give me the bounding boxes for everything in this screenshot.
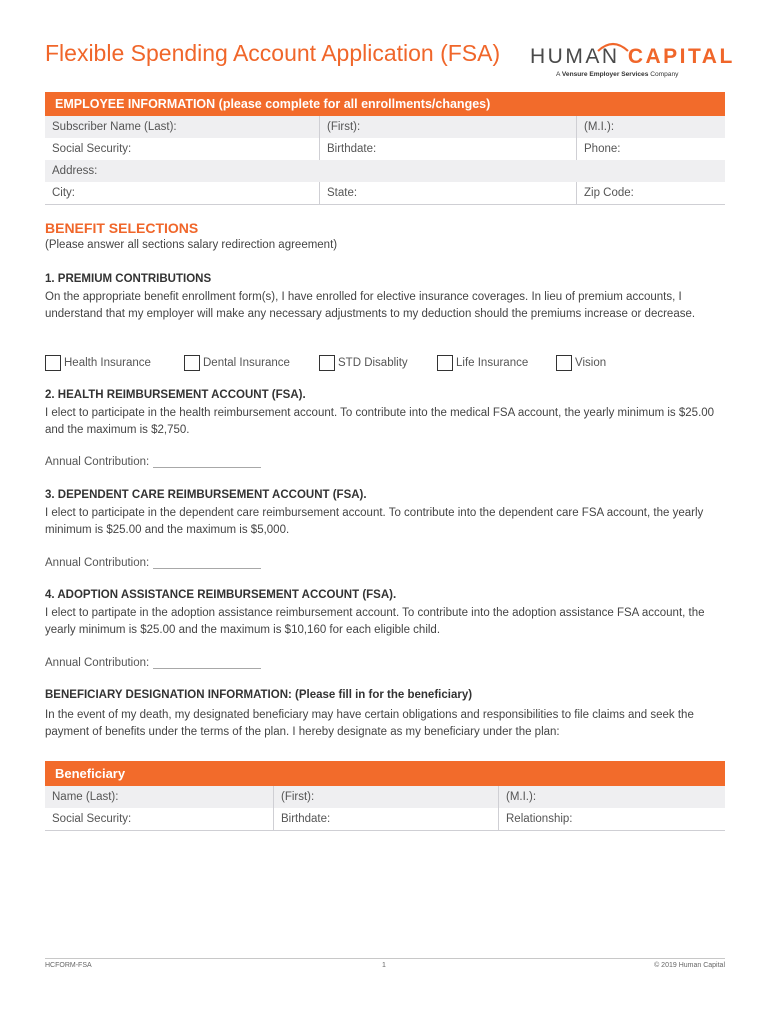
footer-copyright: © 2019 Human Capital [654, 962, 725, 969]
dental-insurance-checkbox[interactable] [184, 354, 290, 371]
footer-divider [45, 958, 725, 959]
logo-tag-prefix: A [556, 71, 562, 78]
checkbox-label: Vision [575, 356, 607, 369]
checkbox-label: Dental Insurance [203, 356, 290, 369]
adoption-assistance-text: I elect to partipate in the adoption assistance reimbursement account. To contribute into the adoption assistance FSA account, the yearly minimum is $25.00 and the maximum is $10,160 for each eligible child. [45, 607, 705, 636]
std-disability-checkbox[interactable] [319, 354, 408, 371]
checkbox-box[interactable] [45, 355, 61, 371]
subscriber-ssn-field[interactable]: Social Security: [52, 143, 132, 155]
subscriber-mi-field[interactable]: (M.I.): [576, 116, 725, 138]
dependent-care-title: 3. DEPENDENT CARE REIMBURSEMENT ACCOUNT (FSA). [45, 489, 367, 501]
beneficiary-designation-title: BENEFICIARY DESIGNATION INFORMATION: (Please fill in for the beneficiary) [45, 689, 473, 701]
beneficiary-name-row [45, 786, 725, 808]
checkbox-box[interactable] [556, 355, 572, 371]
employee-info-bar: EMPLOYEE INFORMATION (please complete for all enrollments/changes) [45, 92, 725, 116]
beneficiary-first-name-field[interactable]: (First): [273, 786, 498, 808]
checkbox-box[interactable] [437, 355, 453, 371]
dependent-annual-contribution-input[interactable] [153, 557, 261, 569]
subscriber-state-field[interactable]: State: [319, 182, 576, 204]
beneficiary-mi-field[interactable]: (M.I.): [498, 786, 725, 808]
subscriber-zip-field[interactable]: Zip Code: [576, 182, 725, 204]
checkbox-label: Health Insurance [64, 356, 151, 369]
logo-tag-bold: Vensure Employer Services [561, 71, 649, 78]
employee-city-row [45, 182, 725, 205]
life-insurance-checkbox[interactable] [437, 354, 528, 371]
logo-capital: CAPITAL [627, 45, 735, 68]
checkbox-label: STD Disablity [338, 356, 408, 369]
employee-ssn-row [45, 138, 725, 160]
subscriber-last-name-field[interactable]: Subscriber Name (Last): [52, 121, 177, 133]
annual-contribution-label: Annual Contribution: [45, 557, 150, 569]
beneficiary-ssn-field[interactable]: Social Security: [52, 813, 132, 825]
beneficiary-birthdate-field[interactable]: Birthdate: [273, 808, 498, 830]
logo-tag-suffix: Company [648, 71, 679, 78]
subscriber-city-field[interactable]: City: [52, 187, 75, 199]
benefit-selections-heading: BENEFIT SELECTIONS [45, 220, 199, 236]
adoption-annual-contribution-input[interactable] [153, 657, 261, 669]
beneficiary-last-name-field[interactable]: Name (Last): [52, 791, 119, 803]
dependent-care-text: I elect to participate in the dependent care reimbursement account. To contribute into the dependent care FSA account, the yearly minimum is $25.00 and the maximum is $5,000. [45, 507, 704, 536]
checkbox-box[interactable] [319, 355, 335, 371]
health-insurance-checkbox[interactable] [45, 354, 151, 371]
annual-contribution-label: Annual Contribution: [45, 657, 150, 669]
footer-page-number: 1 [382, 962, 386, 969]
beneficiary-designation-text: In the event of my death, my designated beneficiary may have certain obligations and responsibilities to file claims and seek the payment of benefits under the terms of the plan. I hereby designate as my beneficiary under the plan: [45, 709, 694, 738]
vision-checkbox[interactable] [556, 354, 606, 371]
dependent-annual-contribution [45, 557, 261, 569]
premium-options [45, 354, 725, 372]
footer-form-id: HCFORM-FSA [45, 962, 92, 969]
subscriber-first-name-field[interactable]: (First): [319, 116, 576, 138]
subscriber-phone-field[interactable]: Phone: [576, 138, 725, 160]
health-fsa-title: 2. HEALTH REIMBURSEMENT ACCOUNT (FSA). [45, 389, 306, 401]
beneficiary-bar: Beneficiary [45, 761, 725, 786]
checkbox-label: Life Insurance [456, 356, 529, 369]
human-capital-logo [530, 45, 735, 78]
employee-address-row [45, 160, 725, 182]
health-annual-contribution [45, 456, 261, 468]
adoption-annual-contribution [45, 657, 261, 669]
employee-name-row [45, 116, 725, 138]
benefit-selections-subtitle: (Please answer all sections salary redirection agreement) [45, 239, 338, 251]
logo-tagline [556, 71, 730, 78]
annual-contribution-label: Annual Contribution: [45, 456, 150, 468]
adoption-assistance-title: 4. ADOPTION ASSISTANCE REIMBURSEMENT ACCOUNT (FSA). [45, 589, 397, 601]
subscriber-address-field[interactable]: Address: [52, 165, 98, 177]
beneficiary-ssn-row [45, 808, 725, 831]
subscriber-birthdate-field[interactable]: Birthdate: [319, 138, 576, 160]
logo-human: HUMAN [530, 45, 620, 68]
beneficiary-relationship-field[interactable]: Relationship: [498, 808, 725, 830]
premium-contributions-title: 1. PREMIUM CONTRIBUTIONS [45, 273, 212, 285]
page-title: Flexible Spending Account Application (FSA) [45, 40, 501, 66]
logo-arc-icon [596, 39, 630, 53]
health-annual-contribution-input[interactable] [153, 456, 261, 468]
premium-contributions-text: On the appropriate benefit enrollment form(s), I have enrolled for elective insurance coverages. In lieu of premium accounts, I understand that my employer will make any necessary adjustments to my deduction should the premiums increase or decrease. [45, 291, 696, 320]
health-fsa-text: I elect to participate in the health reimbursement account. To contribute into the medical FSA account, the yearly minimum is $25.00 and the maximum is $2,750. [45, 407, 715, 436]
logo-wordmark [530, 45, 735, 68]
checkbox-box[interactable] [184, 355, 200, 371]
